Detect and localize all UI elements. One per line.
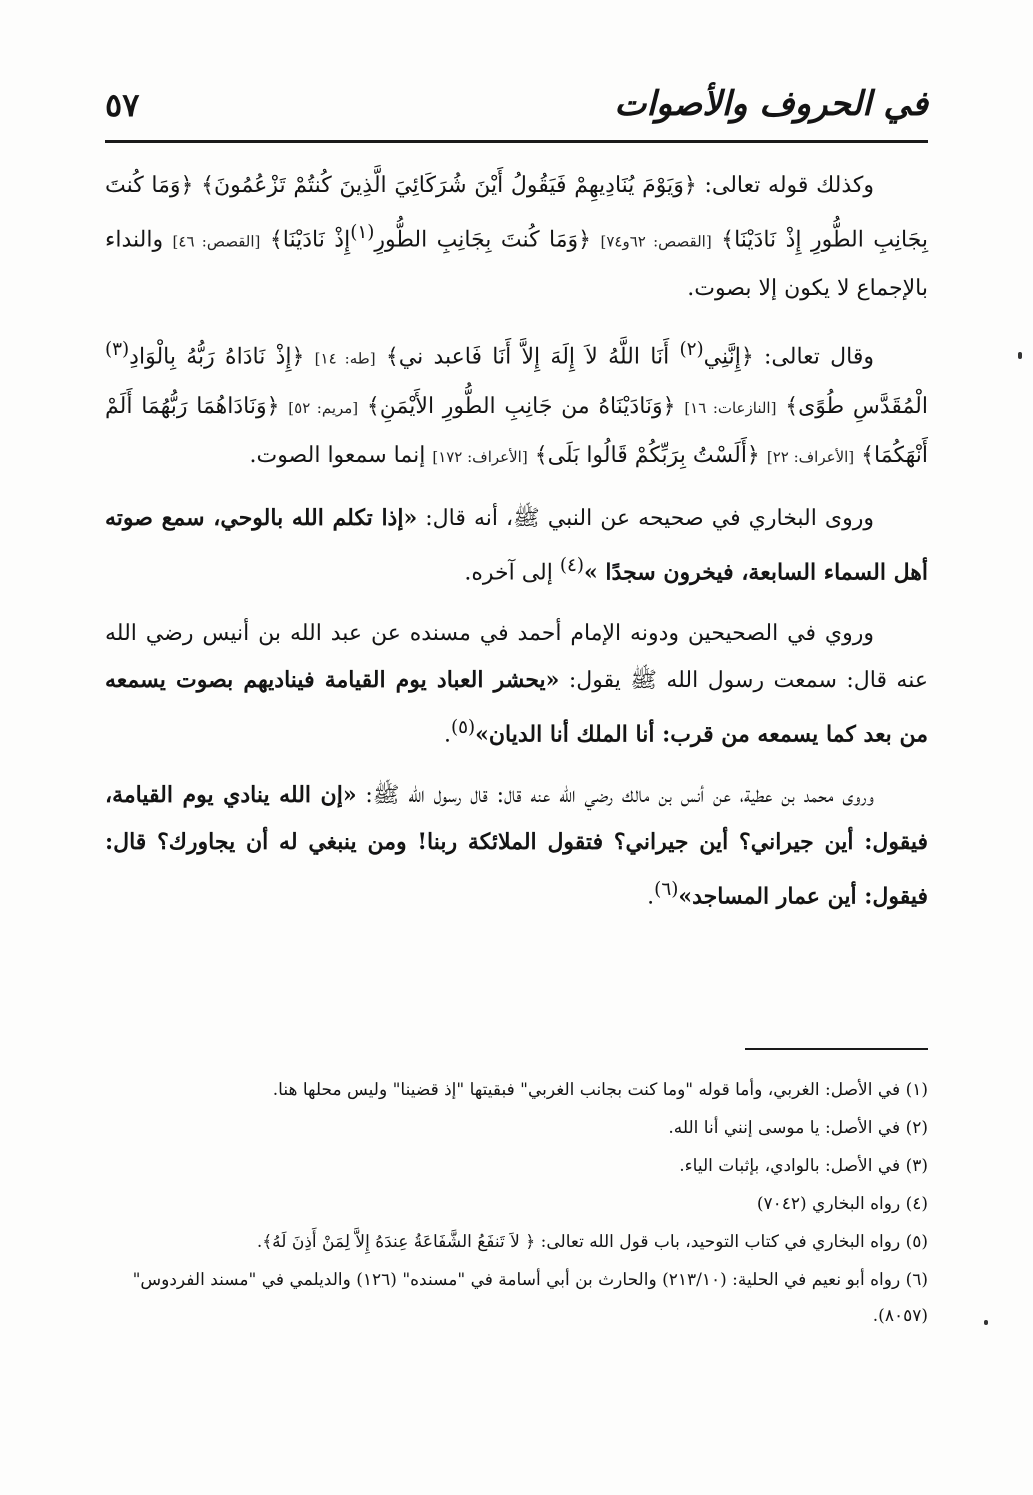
hadith-quote: «إذا تكلم الله بالوحي، سمع صوته أهل السماء السابعة، فيخرون سجدًا » — [105, 504, 928, 585]
verse-reference: [الأعراف: ٢٢] — [766, 447, 855, 466]
page-header — [105, 78, 928, 138]
footnote-1: (١) في الأصل: الغربي، وأما قوله "وما كنت بجانب الغربي" فبقيتها "إذ قضينا" وليس محلها هنا. — [272, 1080, 928, 1100]
scan-speck — [1018, 352, 1022, 359]
verse-reference: [النازعات: ١٦] — [684, 398, 777, 417]
running-title: في الحروف والأصوات — [614, 84, 928, 124]
header-rule — [105, 140, 928, 143]
footnote-marker-1: (١) — [350, 222, 375, 243]
paragraph-2: وقال تعالى: ﴿إِنَّنِي$^{(٢)}$ أَنَا اللَّهُ لاَ إِلَهَ إِلاَّ أَنَا فَاعبد ني﴾ [طه: ١٤] ﴿إِذْ نَادَاهُ رَبُّهُ بِالْوَادِ$^{(٣)}$ الْمُقَدَّسِ طُوًى﴾ [النازعات: ١٦] ﴿وَنَادَيْنَاهُ من جَانِبِ الطُّورِ الأَيْمَنِ﴾ [مريم: ٥٢] ﴿وَنَادَاهُمَا رَبُّهُمَا أَلَمْ أَنْهَكُمَا﴾ [الأعراف: ٢٢] ﴿أَلَسْتُ بِرَبِّكُمْ قَالُوا بَلَى﴾ [الأعراف: ١٧٢] إنما سمعوا الصوت. — [105, 339, 928, 468]
footnote-separator — [745, 1048, 928, 1050]
footnote-5: (٥) رواه البخاري في كتاب التوحيد، باب قول الله تعالى: ﴿ لاَ تَنفَعُ الشَّفَاعَةُ عِندَهُ إِلاَّ لِمَنْ أَذِنَ لَهُ﴾. — [256, 1232, 928, 1252]
footnote-6: (٦) رواه أبو نعيم في الحلية: (٢١٣/١٠) والحارث بن أبي أسامة في "مسنده" (١٢٦) والديلمي في "مسند الفردوس" (٨٠٥٧). — [132, 1270, 928, 1326]
paragraph-5: وروى محمد بن عطية، عن أنس بن مالك رضي الله عنه قال: قال رسول الله ﷺ: «إن الله ينادي يوم القيامة، فيقول: أين جيراني؟ أين جيراني؟ فتقول الملائكة ربنا! ومن ينبغي له أن يجاورك؟ قال: فيقول: أين عمار المساجد»$^{(٦)}$. — [105, 782, 928, 910]
footnote-2: (٢) في الأصل: يا موسى إنني أنا الله. — [668, 1118, 928, 1138]
footnote-marker-5: (٥) — [450, 716, 476, 738]
body-text — [105, 162, 928, 935]
verse-reference: [مريم: ٥٢] — [288, 398, 359, 417]
footnote-marker-2: (٢) — [679, 339, 704, 361]
footnotes — [105, 1072, 928, 1336]
hadith-quote: «إن الله ينادي يوم القيامة، فيقول: أين جيراني؟ أين جيراني؟ فتقول الملائكة ربنا! ومن ينبغي له أن يجاورك؟ قال: فيقول: أين عمار المساجد» — [105, 782, 928, 910]
footnote-marker-6: (٦) — [654, 879, 679, 901]
verse-reference: [القصص: ٦٢و٧٤] — [600, 232, 712, 251]
paragraph-3: وروى البخاري في صحيحه عن النبي ﷺ، أنه قال: «إذا تكلم الله بالوحي، سمع صوته أهل السماء السابعة، فيخرون سجدًا »$^{(٤)}$ إلى آخره. — [105, 504, 928, 585]
footnote-3: (٣) في الأصل: بالوادي، بإثبات الياء. — [679, 1156, 928, 1176]
page-number: ٥٧ — [105, 86, 140, 124]
verse-reference: [الأعراف: ١٧٢] — [432, 447, 528, 466]
paragraph-4: وروي في الصحيحين ودونه الإمام أحمد في مسنده عن عبد الله بن أنيس رضي الله عنه قال: سمعت رسول الله ﷺ يقول: «يحشر العباد يوم القيامة فيناديهم بصوت يسمعه من بعد كما يسمعه من قرب: أنا الملك أنا الديان»$^{(٥)}$. — [105, 620, 928, 748]
footnote-marker-4: (٤) — [559, 554, 585, 576]
paragraph-1: وكذلك قوله تعالى: ﴿وَيَوْمَ يُنَادِيهِمْ فَيَقُولُ أَيْنَ شُرَكَائِيَ الَّذِينَ كُنتُمْ تَزْعُمُونَ﴾ ﴿وَمَا كُنتَ بِجَانِبِ الطُّورِ إِذْ نَادَيْنَا﴾ [القصص: ٦٢و٧٤] ﴿وَمَا كُنتَ بِجَانِبِ الطُّورِ$^{(١)}$إِذْ نَادَيْنَا﴾ [القصص: ٤٦] والنداء بالإجماع لا يكون إلا بصوت. — [105, 173, 929, 302]
footnote-marker-3: (٣) — [105, 339, 130, 361]
verse-reference: [طه: ١٤] — [314, 349, 376, 368]
hadith-quote: «يحشر العباد يوم القيامة فيناديهم بصوت يسمعه من بعد كما يسمعه من قرب: أنا الملك أنا الديان» — [105, 666, 928, 748]
footnote-4: (٤) رواه البخاري (٧٠٤٢) — [756, 1194, 928, 1214]
scan-speck — [984, 1320, 988, 1325]
verse-reference: [القصص: ٤٦] — [172, 232, 261, 251]
